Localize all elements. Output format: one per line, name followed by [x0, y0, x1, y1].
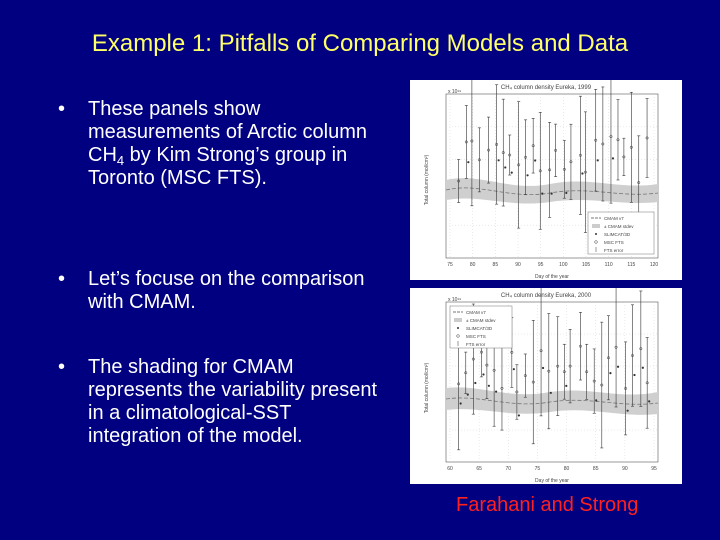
x-tick-labels	[447, 466, 657, 472]
x-tick-label: 75	[534, 466, 541, 472]
x-tick-label: 105	[581, 262, 591, 268]
slimcat-point	[612, 158, 614, 160]
slimcat-point	[541, 193, 543, 195]
ch4-plot-1999	[410, 80, 682, 280]
slimcat-point	[642, 367, 644, 369]
credit-text: Farahani and Strong	[456, 494, 639, 516]
x-tick-label: 110	[604, 262, 613, 268]
x-tick-label: 85	[592, 466, 599, 472]
slimcat-point	[513, 368, 515, 370]
bullet-text: These panels show measurements of Arctic column $CH_4$ by Kim Strong’s group in Toronto (MSC FTS).	[88, 98, 367, 189]
bullet-text: Let’s focuse on the comparison with CMAM.	[88, 268, 365, 313]
svg-text:FTS error: FTS error	[466, 342, 486, 347]
slimcat-point	[460, 403, 462, 405]
slimcat-point	[551, 193, 553, 195]
x-tick-label: 85	[492, 262, 499, 268]
plot-exponent: x 10¹⁹	[448, 89, 462, 95]
svg-text:FTS error: FTS error	[604, 248, 624, 253]
svg-text:CMAM v7: CMAM v7	[604, 216, 624, 221]
x-tick-label: 65	[476, 466, 482, 472]
x-tick-label: 95	[537, 262, 544, 268]
bullet-dot: •	[58, 98, 66, 120]
plot-xlabel: Day of the year	[535, 478, 569, 484]
slimcat-point	[504, 167, 506, 169]
slimcat-point	[468, 161, 470, 163]
bullet-item	[58, 356, 388, 448]
slimcat-point	[498, 159, 500, 161]
slimcat-point	[542, 367, 544, 369]
x-tick-label: 115	[627, 262, 636, 268]
bullet-dot: •	[58, 356, 66, 378]
slimcat-point	[518, 415, 520, 417]
slide-title: Example 1: Pitfalls of Comparing Models and Data	[91, 30, 629, 57]
x-tick-label: 90	[622, 466, 628, 472]
svg-text:CMAM v7: CMAM v7	[466, 310, 486, 315]
plot-xlabel: Day of the year	[535, 274, 569, 280]
svg-text:± CMAM stdev: ± CMAM stdev	[604, 224, 634, 229]
slimcat-point	[475, 382, 477, 384]
slimcat-point	[488, 385, 490, 387]
slimcat-point	[566, 192, 568, 194]
svg-text:SLIMCAT/3D: SLIMCAT/3D	[466, 326, 493, 331]
slimcat-point	[565, 385, 567, 387]
slimcat-point	[483, 374, 485, 376]
fts-error-bars	[457, 80, 648, 232]
slimcat-point	[634, 374, 636, 376]
slimcat-point	[467, 394, 469, 396]
slimcat-point	[582, 173, 584, 175]
plot-ylabel: Total column (mol/cm²)	[424, 362, 430, 414]
cmam-variability-band	[446, 387, 658, 414]
slimcat-point	[627, 410, 629, 412]
x-tick-label: 90	[515, 262, 521, 268]
plot-legend	[450, 306, 512, 348]
bullet-text: The shading for CMAM represents the variability present in a climatological-SST integration of the model.	[88, 356, 378, 447]
bullet-item	[58, 98, 388, 190]
bullet-item	[58, 268, 388, 314]
slimcat-point	[495, 391, 497, 393]
svg-text:MSC FTS: MSC FTS	[604, 240, 624, 245]
x-tick-label: 60	[447, 466, 453, 472]
bullet-dot: •	[58, 268, 66, 290]
slimcat-point	[597, 160, 599, 162]
plot-ylabel: Total column (mol/cm²)	[424, 154, 430, 206]
plot-title: CH₄ column density Eureka, 1999	[500, 85, 592, 91]
svg-text:± CMAM stdev: ± CMAM stdev	[466, 318, 496, 323]
slimcat-point	[610, 372, 612, 374]
plot-legend	[588, 212, 654, 254]
plot-exponent: x 10¹⁹	[448, 297, 462, 303]
slimcat-point	[511, 172, 513, 174]
x-tick-label: 80	[469, 262, 476, 268]
slimcat-point	[534, 160, 536, 162]
svg-text:SLIMCAT/3D: SLIMCAT/3D	[604, 232, 631, 237]
plot-title: CH₄ column density Eureka, 2000	[500, 293, 592, 299]
x-tick-label: 70	[505, 466, 512, 472]
x-tick-label: 75	[447, 262, 453, 268]
cmam-variability-band	[446, 178, 658, 203]
svg-text:MSC FTS: MSC FTS	[466, 334, 486, 339]
x-tick-label: 95	[651, 466, 657, 472]
x-tick-label: 120	[649, 262, 659, 268]
slimcat-point	[617, 366, 619, 368]
x-tick-label: 100	[559, 262, 568, 268]
x-tick-labels	[447, 262, 658, 268]
slimcat-point	[648, 401, 650, 403]
slimcat-point	[550, 392, 552, 394]
x-tick-label: 80	[563, 466, 570, 472]
slimcat-point	[527, 174, 529, 176]
slimcat-point	[595, 400, 597, 402]
ch4-plot-2000	[410, 288, 682, 484]
